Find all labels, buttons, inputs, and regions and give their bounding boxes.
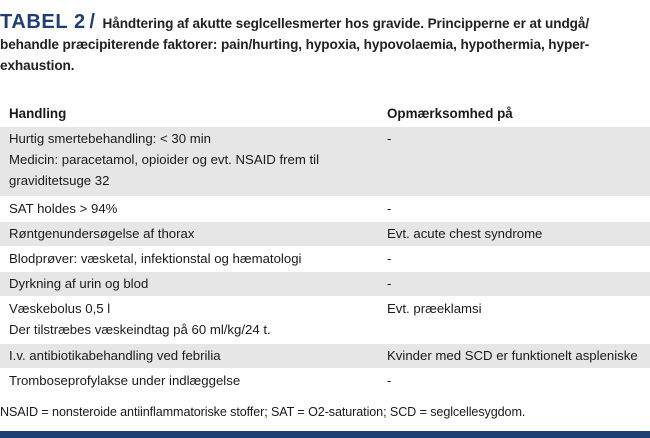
caption-line-1: Håndtering af akutte seglcellesmerter hos gravide. Principperne er at undgå/ [102,16,590,31]
action-line: I.v. antibiotikabehandling ved febrilia [9,348,221,363]
action-cell [0,344,387,368]
table-footnote: NSAID = nonsteroide antiinflammatoriske stoffer; SAT = O2-saturation; SCD = seglcellesygdom. [0,405,526,419]
attention-cell: - [387,131,392,146]
action-line: Tromboseprofylakse under indlæggelse [9,373,241,388]
table-row [0,222,650,247]
table-caption [0,12,648,76]
bottom-rule [0,431,650,438]
action-cell [0,272,387,296]
attention-cell: Evt. acute chest syndrome [387,226,543,241]
attention-cell: Evt. præeklamsi [387,301,482,316]
action-line: Dyrkning af urin og blod [9,276,149,291]
attention-cell: - [387,201,392,216]
table-label: TABEL 2 [0,11,86,33]
action-line: Hurtig smertebehandling: < 30 min [9,131,211,146]
action-cell [0,128,387,196]
management-table [0,101,650,394]
attention-cell: Kvinder med SCD er funktionelt aspleniske [387,348,638,363]
table-header-row [0,101,650,127]
table-row [0,272,650,297]
header-opmaerksomhed: Opmærksomhed på [387,106,513,121]
caption-line-3: exhaustion. [0,58,75,73]
attention-cell: - [387,276,392,291]
action-line: Væskebolus 0,5 l [9,301,111,316]
action-cell [0,222,387,246]
table-row [0,297,650,344]
caption-line-2: behandle præcipiterende faktorer: pain/hurting, hypoxia, hypovolaemia, hypothermia, hyper- [0,37,590,52]
table-row [0,369,650,394]
table-row [0,344,650,369]
attention-cell: - [387,373,392,388]
table-row [0,247,650,272]
action-cell [0,197,387,221]
table-row [0,127,650,197]
action-cell [0,247,387,271]
action-cell [0,298,387,343]
caption-slash: / [89,11,95,33]
action-line: Røntgenundersøgelse af thorax [9,226,195,241]
action-line: Medicin: paracetamol, opioider og evt. NSAID frem til [9,152,320,167]
header-handling: Handling [9,106,67,121]
action-line: graviditetsuge 32 [9,173,110,188]
action-cell [0,369,387,393]
action-line: Blodprøver: væsketal, infektionstal og hæmatologi [9,251,302,266]
action-line: SAT holdes > 94% [9,201,118,216]
action-line: Der tilstræbes væskeindtag på 60 ml/kg/24 t. [9,322,271,337]
attention-cell: - [387,251,392,266]
table-row [0,197,650,222]
